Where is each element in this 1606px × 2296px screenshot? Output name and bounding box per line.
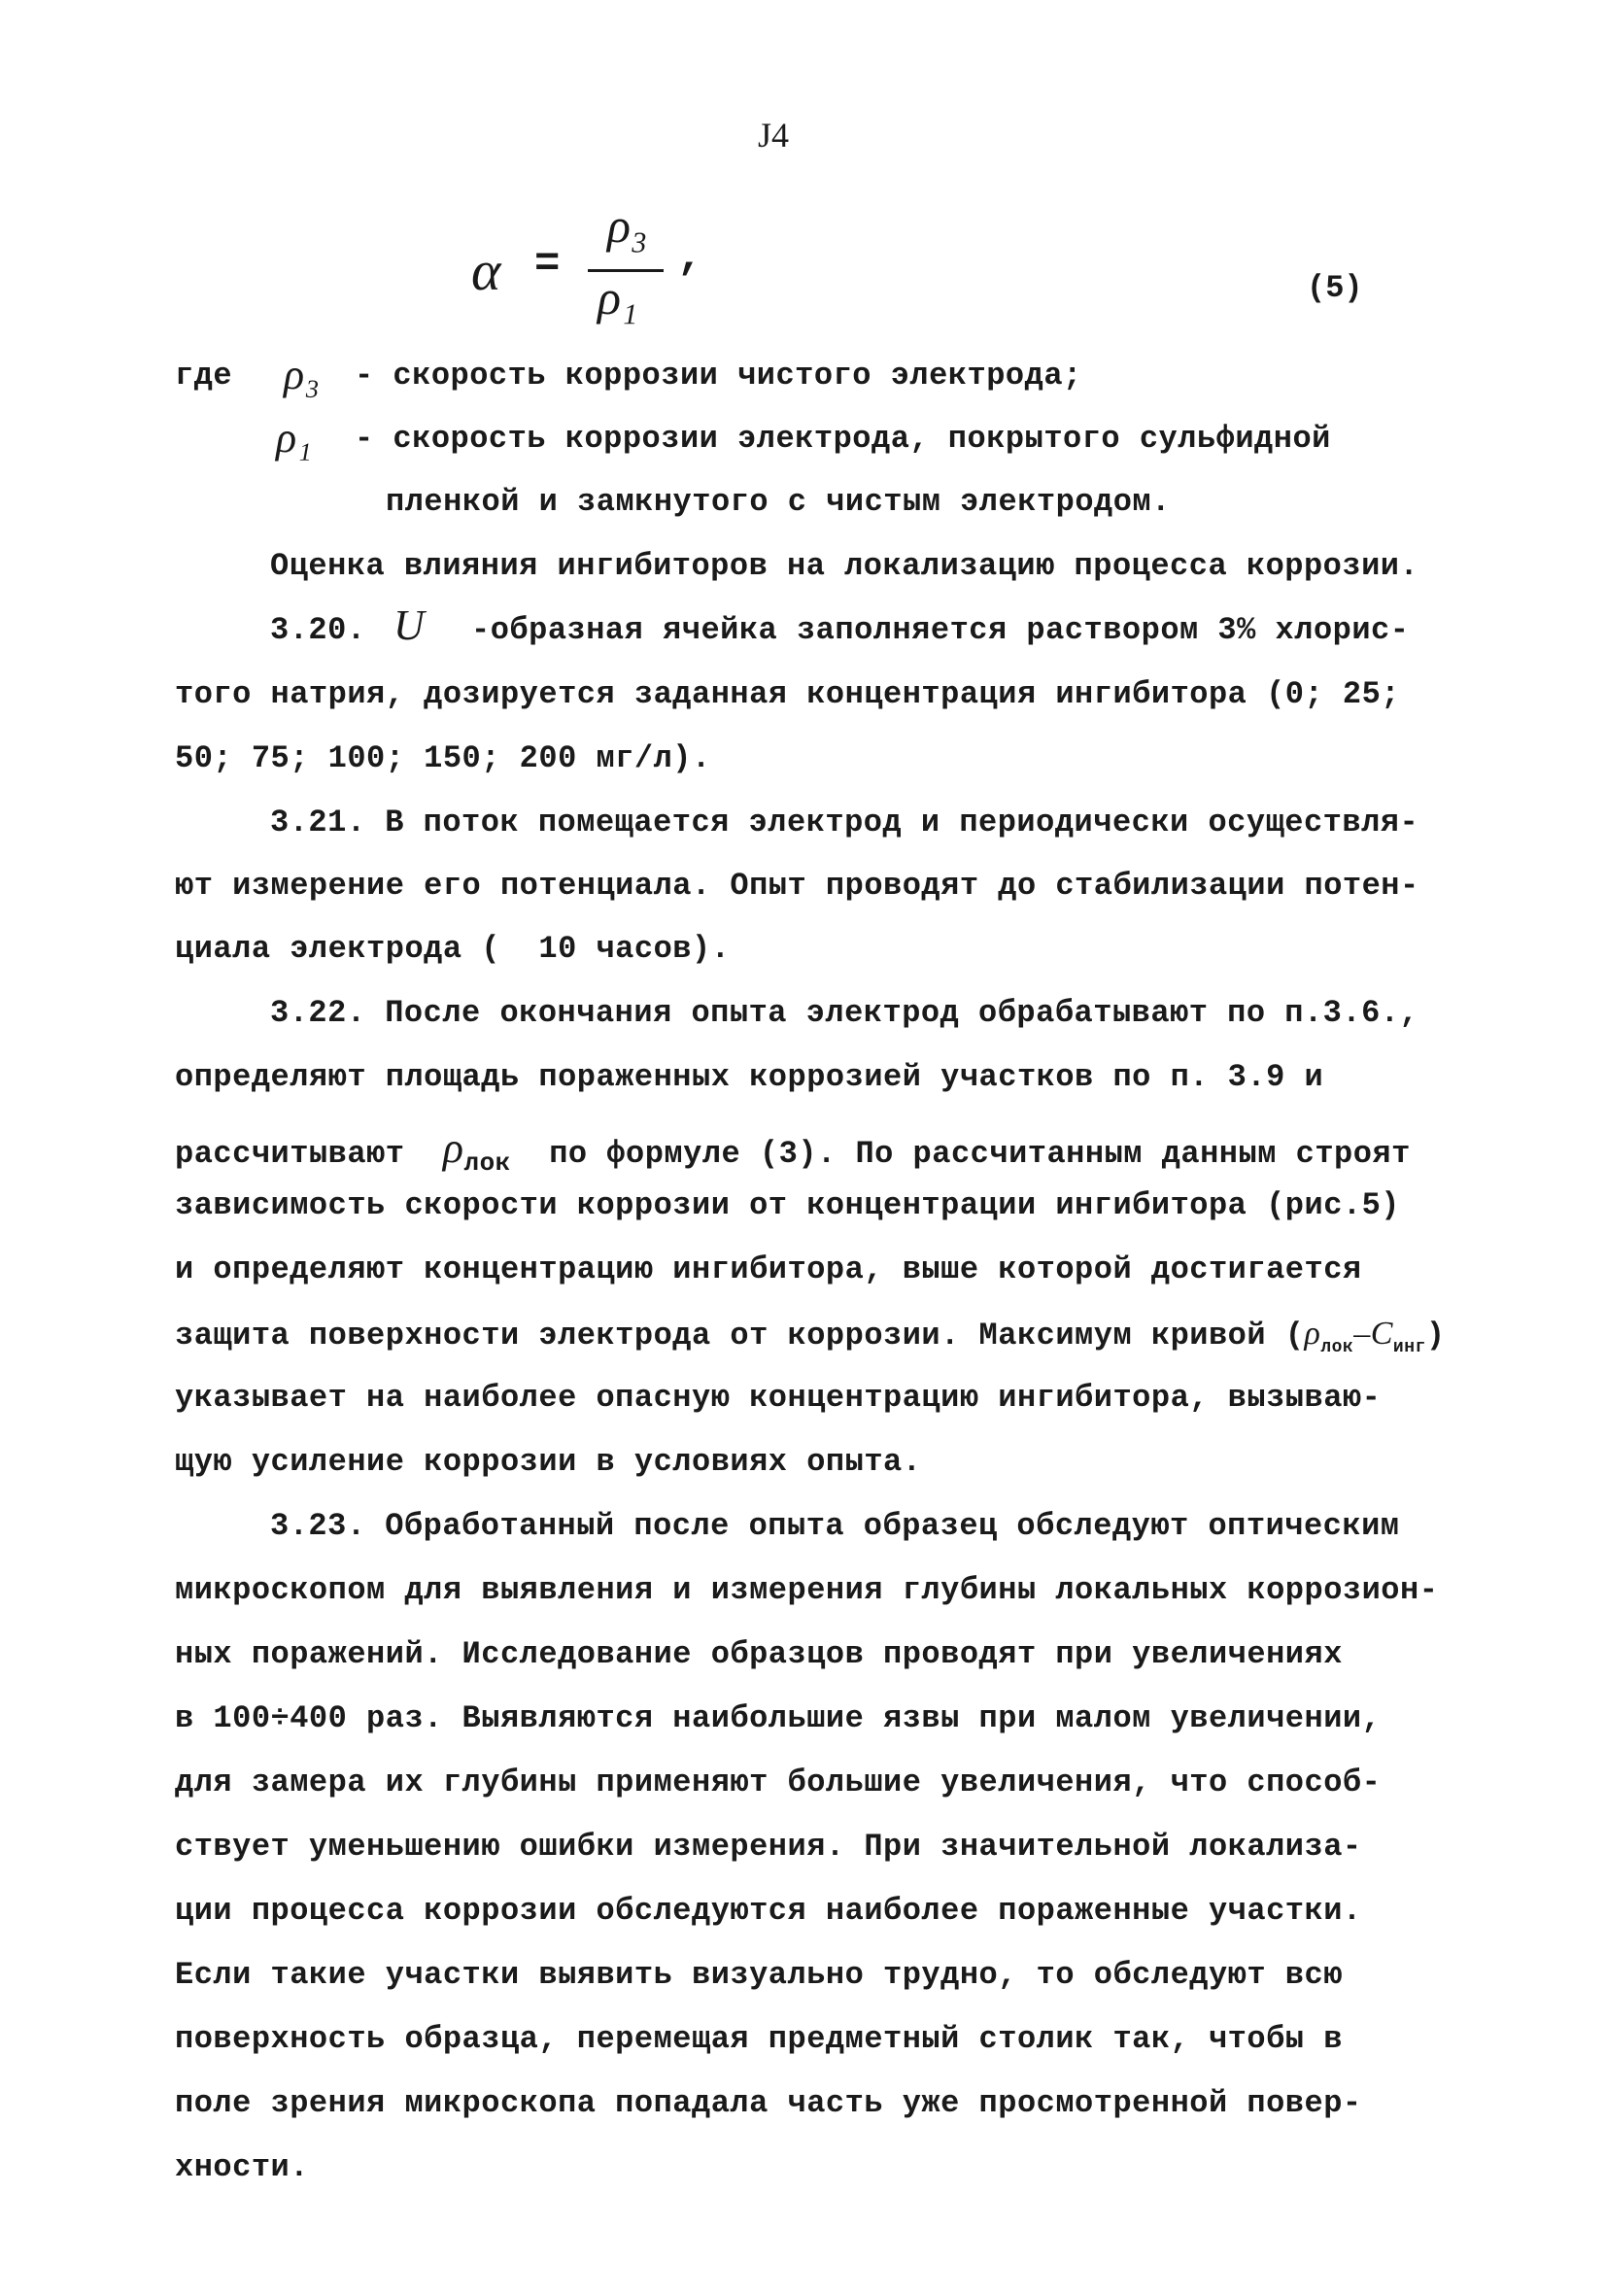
p322-line3-end: по формуле (3). По рассчитанным данным строят [549, 1136, 1411, 1172]
p322-line2: определяют площадь пораженных коррозией участков по п. 3.9 и [175, 1059, 1324, 1095]
p321-line1: 3.21. В поток помещается электрод и периодически осуществля- [270, 805, 1419, 840]
p320-line2: того натрия, дозируется заданная концентрация ингибитора (0; 25; [175, 676, 1400, 712]
p323-line1: 3.23. Обработанный после опыта образец обследуют оптическим [270, 1508, 1400, 1544]
p320-line3: 50; 75; 100; 150; 200 мг/л). [175, 740, 711, 776]
equation-number: (5) [1307, 270, 1363, 306]
formula-comma: , [677, 233, 703, 282]
subscript-lok: лок [463, 1148, 511, 1178]
p323-line9: поверхность образца, перемещая предметный столик так, чтобы в [175, 2021, 1343, 2057]
p323-line6: ствует уменьшению ошибки измерения. При значительной локализа- [175, 1829, 1362, 1865]
p322-line1: 3.22. После окончания опыта электрод обрабатывают по п.3.6., [270, 995, 1419, 1031]
subscript-lok-2: лок [1320, 1338, 1354, 1357]
symbol-rho1: ρ₁ [276, 414, 313, 462]
subscript-ing: инг [1392, 1338, 1426, 1357]
p321-line3: циала электрода ( 10 часов). [175, 931, 731, 967]
p322-line5: и определяют концентрацию ингибитора, выше которой достигается [175, 1251, 1362, 1287]
p323-line10: поле зрения микроскопа попадала часть уже просмотренной повер- [175, 2085, 1362, 2121]
definition-rho1-line1: - скорость коррозии электрода, покрытого сульфидной [355, 421, 1331, 457]
formula-numerator: ρ₃ [607, 198, 648, 253]
p322-line3 [175, 1123, 1411, 1178]
section-heading: Оценка влияния ингибиторов на локализацию процесса коррозии. [270, 548, 1419, 584]
definition-rho3: - скорость коррозии чистого электрода; [355, 358, 1082, 394]
p322-line6-end: ) [1425, 1318, 1446, 1354]
p322-line3-start: рассчитывают [175, 1136, 405, 1172]
p323-line3: ных поражений. Исследование образцов проводят при увеличениях [175, 1636, 1343, 1672]
formula-5 [452, 199, 840, 326]
p320-line1: -образная ячейка заполняется раствором 3% хлорис- [471, 612, 1410, 648]
p323-line2: микроскопом для выявления и измерения глубины локальных коррозион- [175, 1572, 1439, 1608]
p323-line5: для замера их глубины применяют большие увеличения, что способ- [175, 1765, 1382, 1800]
p322-line6 [175, 1316, 1446, 1357]
formula-equals: = [534, 240, 561, 289]
page-number: J4 [758, 116, 790, 154]
symbol-rho3: ρ₃ [284, 351, 321, 398]
p322-line8: щую усиление коррозии в условиях опыта. [175, 1444, 922, 1480]
definition-rho1-line2: пленкой и замкнутого с чистым электродом. [386, 484, 1171, 520]
formula-denominator: ρ₁ [598, 270, 638, 325]
symbol-rho-lok-2: ρ [1304, 1316, 1321, 1352]
p323-line4: в 100÷400 раз. Выявляются наибольшие язвы при малом увеличении, [175, 1700, 1382, 1736]
p321-line2: ют измерение его потенциала. Опыт проводят до стабилизации потен- [175, 868, 1419, 904]
symbol-c: –C [1353, 1316, 1393, 1352]
p322-line7: указывает на наиболее опасную концентрацию ингибитора, вызываю- [175, 1380, 1382, 1416]
symbol-rho-lok: ρ [442, 1124, 464, 1172]
formula-alpha: α [471, 239, 501, 302]
p322-line4: зависимость скорости коррозии от концентрации ингибитора (рис.5) [175, 1187, 1400, 1223]
p320-number: 3.20. [270, 612, 366, 648]
p322-line6-start: защита поверхности электрода от коррозии. Максимум кривой ( [175, 1318, 1305, 1354]
p323-line7: ции процесса коррозии обследуются наиболее пораженные участки. [175, 1893, 1362, 1929]
where-label: где [175, 358, 233, 394]
p323-line8: Если такие участки выявить визуально трудно, то обследуют всю [175, 1957, 1343, 1993]
p323-line11: хности. [175, 2149, 309, 2185]
symbol-u: U [393, 601, 426, 649]
